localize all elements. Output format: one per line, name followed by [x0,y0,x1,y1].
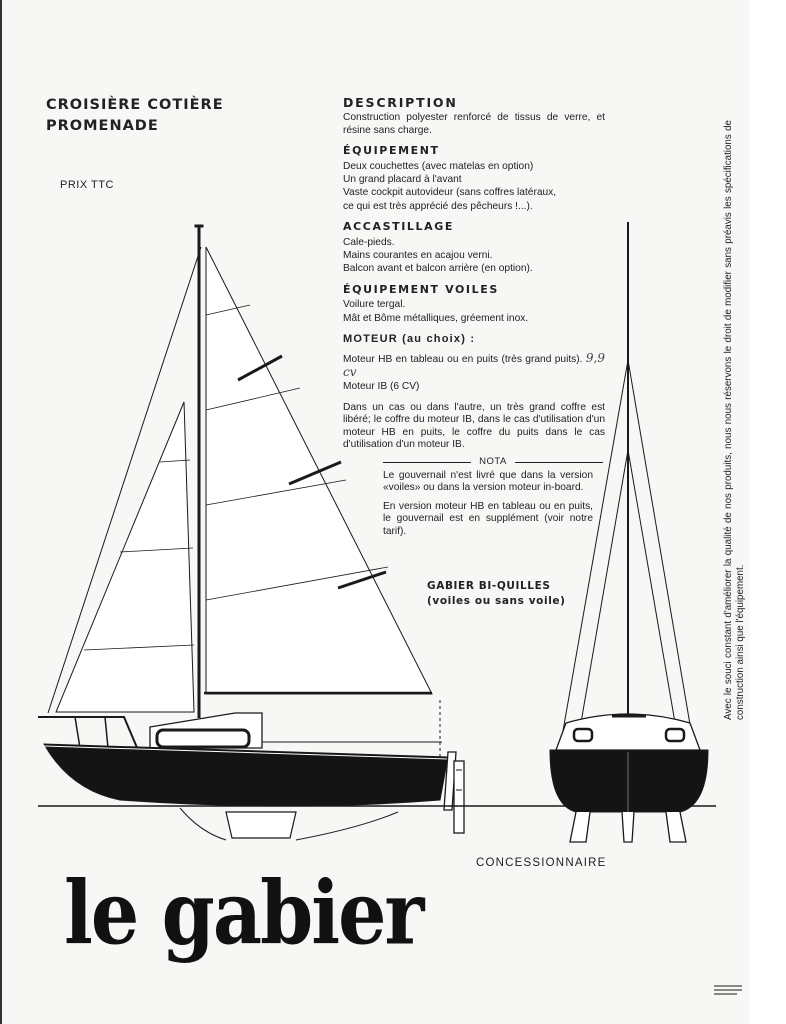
sail-equipment-line: Voilure tergal. [343,299,406,311]
pulpit-stanchion [75,717,80,748]
side-keel [226,812,296,838]
masthead [195,225,203,227]
hull-underwater-line [180,808,226,840]
deck-fittings-title: ACCASTILLAGE [343,220,454,234]
price-label: PRIX TTC [60,179,114,191]
equipment-line: Deux couchettes (avec matelas en option) [343,160,534,172]
hull-side [44,744,448,806]
bilge-keel [570,812,590,842]
printer-mark [713,983,743,997]
front-shroud [578,450,628,740]
jib [56,402,194,712]
front-window [666,729,684,741]
sail-equipment-title: ÉQUIPEMENT VOILES [343,282,499,296]
disclaimer-note: Avec le souci constant d'améliorer la qualité de nos produits, nous nous réservons le droit de modifier sans préavis les spécifications de construction ainsi que l'équipement. [723,120,746,720]
nota-paragraph-1: Le gouvernail n'est livré que dans la version «voiles» ou dans la version moteur in-board. [383,470,593,494]
front-shroud [560,360,628,748]
front-view-drawing [550,222,708,842]
deck-fittings-line: Balcon avant et balcon arrière (en option). [343,263,533,275]
deck-fittings-line: Mains courantes en acajou verni. [343,250,493,262]
front-window [574,729,592,741]
equipment-line: ce qui est très apprécié des pêcheurs !...). [343,200,533,212]
description-text: Construction polyester renforcé de tissus de verre, et résine sans charge. [343,112,605,136]
front-shroud [628,360,694,748]
equipment-line: Un grand placard à l'avant [343,174,462,186]
dealer-label: CONCESSIONNAIRE [476,857,607,869]
equipment-line: Vaste cockpit autovideur (sans coffres latéraux, [343,187,557,199]
nota-paragraph-2: En version moteur HB en tableau ou en puits, le gouvernail est en supplément (voir notre tarif). [383,500,593,537]
motor-title: MOTEUR (au choix) : [343,333,476,346]
equipment-title: ÉQUIPEMENT [343,144,440,158]
handwritten-note: 9,9 cv [343,350,605,379]
front-shroud [628,450,678,740]
outboard-well [454,761,464,833]
headline-line-1: CROISIÈRE COTIÈRE [46,97,224,113]
sail-equipment-line: Mât et Bôme métalliques, gréement inox. [343,312,529,324]
bilge-keel [666,812,686,842]
motor-option-outboard-text: Moteur HB en tableau ou en puits (très grand puits). [343,353,583,365]
center-rudder [622,812,634,842]
model-name: GABIER BI-QUILLES [427,580,551,592]
headline-line-2: PROMENADE [46,118,159,134]
motor-option-inboard: Moteur IB (6 CV) [343,381,420,393]
front-hull [550,750,708,812]
description-title: DESCRIPTION [343,95,458,110]
side-profile-drawing [38,225,464,840]
motor-paragraph: Dans un cas ou dans l'autre, un très grand coffre est libéré; le coffre du moteur IB, dans le cas d'utilisation d'un moteur HB en puits, le coffre du puits dans le cas d'utilisation d'un moteur IB. [343,401,605,450]
pulpit-stanchion [105,717,108,748]
brand-wordmark: le gabier [64,862,423,965]
model-variant: (voiles ou sans voile) [427,595,566,607]
nota-label: NOTA [479,456,507,468]
deck-fittings-line: Cale-pieds. [343,236,395,248]
cabin-window [157,730,249,747]
hull-underwater-line [296,812,398,840]
